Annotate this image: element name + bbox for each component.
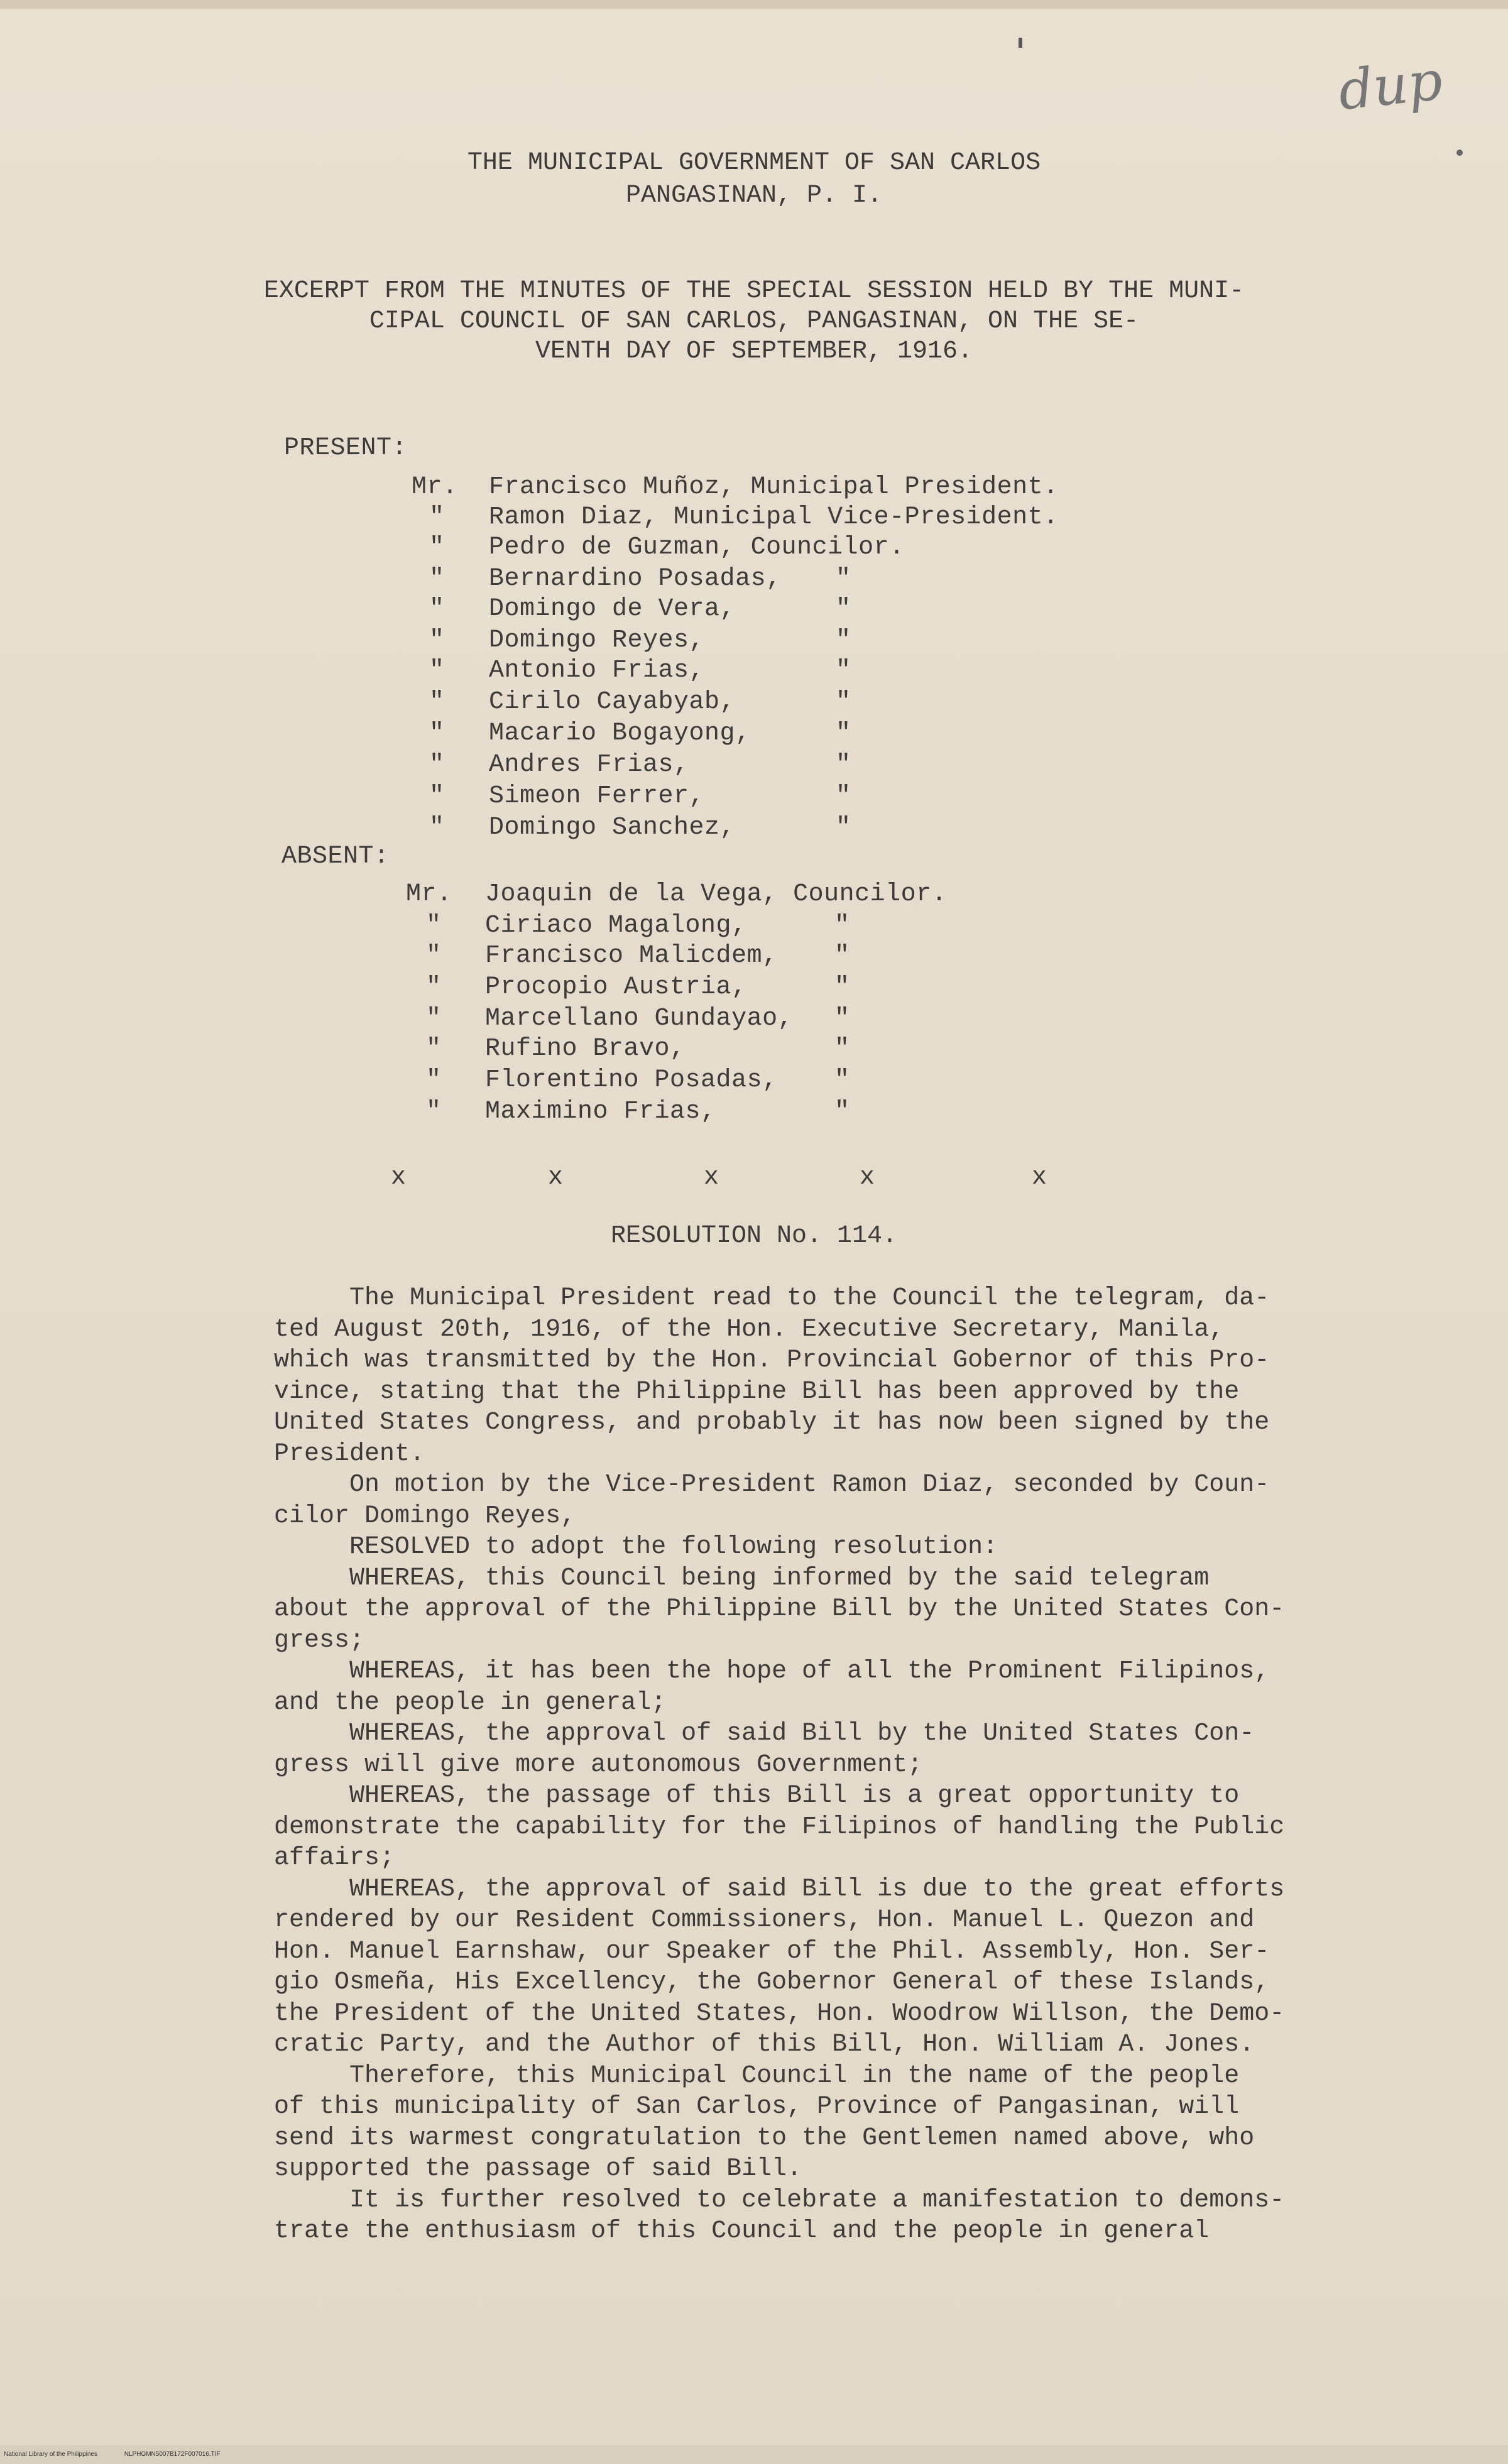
body-line: WHEREAS, the approval of said Bill by the United States Con- xyxy=(274,1720,1255,1748)
absent-member: Marcellano Gundayao, xyxy=(485,1005,794,1033)
ditto-mark: " xyxy=(834,1066,850,1094)
body-line: WHEREAS, the passage of this Bill is a great opportunity to xyxy=(274,1782,1240,1810)
body-line: WHEREAS, the approval of said Bill is due to the great efforts xyxy=(274,1875,1285,1904)
ditto-mark: " xyxy=(426,973,442,1001)
ditto-mark: " xyxy=(836,595,851,623)
body-line: gress will give more autonomous Government; xyxy=(274,1750,923,1779)
body-line: United States Congress, and probably it has now been signed by the xyxy=(274,1409,1270,1437)
body-line: affairs; xyxy=(274,1844,395,1872)
body-line: trate the enthusiasm of this Council and the people in general xyxy=(274,2217,1210,2245)
ditto-mark: " xyxy=(426,1005,442,1033)
body-line: It is further resolved to celebrate a manifestation to demons- xyxy=(274,2186,1285,2215)
ditto-mark: " xyxy=(426,1035,442,1063)
absent-member: Procopio Austria, xyxy=(485,973,747,1001)
body-line: send its warmest congratulation to the Gentlemen named above, who xyxy=(274,2123,1255,2152)
present-member: Simeon Ferrer, xyxy=(489,782,705,810)
absent-label: ABSENT: xyxy=(281,842,390,871)
ditto-mark: " xyxy=(429,782,445,810)
ditto-mark: " xyxy=(834,1035,850,1063)
body-line: gio Osmeña, His Excellency, the Gobernor General of these Islands, xyxy=(274,1968,1270,1997)
body-line: about the approval of the Philippine Bill by the United States Con- xyxy=(274,1595,1285,1623)
excerpt-line-1: EXCERPT FROM THE MINUTES OF THE SPECIAL SESSION HELD BY THE MUNI- xyxy=(263,277,1245,305)
scan-footer xyxy=(0,2445,1508,2464)
title-prefix: Mr. xyxy=(412,473,458,501)
ditto-mark: " xyxy=(834,942,850,970)
body-line: RESOLVED to adopt the following resolution: xyxy=(274,1533,998,1561)
body-line: rendered by our Resident Commissioners, Hon. Manuel L. Quezon and xyxy=(274,1906,1255,1934)
present-member: Domingo Sanchez, xyxy=(489,814,736,842)
ink-mark xyxy=(1019,38,1022,48)
footer-filename: NLPHGMN5007B172F007016.TIF xyxy=(124,2451,221,2458)
body-line: ted August 20th, 1916, of the Hon. Executive Secretary, Manila, xyxy=(274,1315,1225,1344)
ditto-mark: " xyxy=(836,657,851,685)
body-line: Hon. Manuel Earnshaw, our Speaker of the Phil. Assembly, Hon. Ser- xyxy=(274,1937,1270,1966)
body-line: and the people in general; xyxy=(274,1688,667,1717)
body-line: cratic Party, and the Author of this Bill, Hon. William A. Jones. xyxy=(274,2031,1255,2059)
separator-mark: x xyxy=(860,1164,875,1192)
ditto-mark: " xyxy=(429,719,445,748)
ditto-mark: " xyxy=(836,719,851,748)
ditto-mark: " xyxy=(426,1098,442,1126)
footer-library: National Library of the Philippines xyxy=(4,2451,97,2458)
ditto-mark: " xyxy=(429,503,445,532)
body-line: President. xyxy=(274,1439,425,1468)
body-line: which was transmitted by the Hon. Provincial Gobernor of this Pro- xyxy=(274,1346,1270,1375)
body-line: gress; xyxy=(274,1626,365,1655)
present-member: Domingo de Vera, xyxy=(489,595,736,623)
ditto-mark: " xyxy=(834,973,850,1001)
present-member: Antonio Frias, xyxy=(489,657,705,685)
body-line: The Municipal President read to the Council the telegram, da- xyxy=(274,1284,1270,1312)
separator-mark: x xyxy=(391,1164,407,1192)
ditto-mark: " xyxy=(836,751,851,779)
present-label: PRESENT: xyxy=(284,434,408,462)
ditto-mark: " xyxy=(429,565,445,593)
body-line: demonstrate the capability for the Filipinos of handling the Public xyxy=(274,1813,1285,1841)
ditto-mark: " xyxy=(836,626,851,655)
title-prefix: Mr. xyxy=(406,880,452,908)
present-member: Domingo Reyes, xyxy=(489,626,705,655)
body-line: cilor Domingo Reyes, xyxy=(274,1502,576,1530)
body-line: of this municipality of San Carlos, Province of Pangasinan, will xyxy=(274,2093,1240,2121)
ditto-mark: " xyxy=(429,688,445,716)
absent-member: Maximino Frias, xyxy=(485,1098,716,1126)
body-line: supported the passage of said Bill. xyxy=(274,2155,802,2183)
ditto-mark: " xyxy=(836,782,851,810)
header-line-2: PANGASINAN, P. I. xyxy=(625,182,883,210)
ditto-mark: " xyxy=(426,912,442,940)
ditto-mark: " xyxy=(429,533,445,562)
present-member: Francisco Muñoz, Municipal President. xyxy=(489,473,1059,501)
ditto-mark: " xyxy=(429,657,445,685)
ditto-mark: " xyxy=(836,565,851,593)
ditto-mark: " xyxy=(834,912,850,940)
present-member: Ramon Diaz, Municipal Vice-President. xyxy=(489,503,1059,532)
absent-member: Rufino Bravo, xyxy=(485,1035,686,1063)
body-line: vince, stating that the Philippine Bill has been approved by the xyxy=(274,1377,1240,1406)
ditto-mark: " xyxy=(429,626,445,655)
resolution-body xyxy=(274,1283,1355,2247)
header-line-1: THE MUNICIPAL GOVERNMENT OF SAN CARLOS xyxy=(467,149,1041,177)
ditto-mark: " xyxy=(429,595,445,623)
ditto-mark: " xyxy=(426,942,442,970)
body-line: Therefore, this Municipal Council in the name of the people xyxy=(274,2061,1240,2090)
scan-top-edge xyxy=(0,0,1508,9)
ditto-mark: " xyxy=(836,688,851,716)
absent-member: Joaquin de la Vega, Councilor. xyxy=(485,880,948,908)
absent-member: Florentino Posadas, xyxy=(485,1066,778,1094)
ditto-mark: " xyxy=(834,1098,850,1126)
ditto-mark: " xyxy=(429,814,445,842)
ditto-mark: " xyxy=(836,814,851,842)
resolution-title: RESOLUTION No. 114. xyxy=(610,1222,898,1250)
present-member: Cirilo Cayabyab, xyxy=(489,688,736,716)
separator-mark: x xyxy=(1032,1164,1047,1192)
excerpt-line-2: CIPAL COUNCIL OF SAN CARLOS, PANGASINAN, ON THE SE- xyxy=(369,307,1139,335)
present-member: Macario Bogayong, xyxy=(489,719,751,748)
body-line: On motion by the Vice-President Ramon Diaz, seconded by Coun- xyxy=(274,1471,1270,1499)
absent-member: Ciriaco Magalong, xyxy=(485,912,747,940)
ditto-mark: " xyxy=(429,751,445,779)
separator-mark: x xyxy=(704,1164,719,1192)
ditto-mark: " xyxy=(834,1005,850,1033)
body-line: WHEREAS, it has been the hope of all the Prominent Filipinos, xyxy=(274,1657,1270,1686)
body-line: WHEREAS, this Council being informed by the said telegram xyxy=(274,1564,1210,1593)
separator-mark: x xyxy=(548,1164,564,1192)
present-member: Andres Frias, xyxy=(489,751,689,779)
present-member: Pedro de Guzman, Councilor. xyxy=(489,533,905,562)
handwritten-annotation: dup xyxy=(1335,49,1446,123)
body-line: the President of the United States, Hon. Woodrow Willson, the Demo- xyxy=(274,1999,1285,2028)
absent-member: Francisco Malicdem, xyxy=(485,942,778,970)
excerpt-line-3: VENTH DAY OF SEPTEMBER, 1916. xyxy=(535,337,973,366)
present-member: Bernardino Posadas, xyxy=(489,565,782,593)
ditto-mark: " xyxy=(426,1066,442,1094)
